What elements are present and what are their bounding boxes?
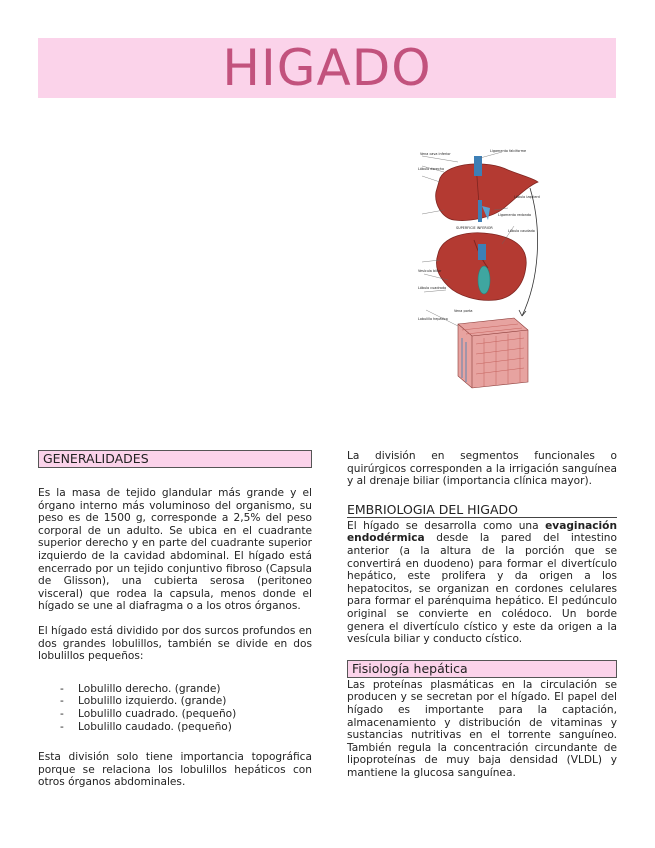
list-item-text: Lobulillo izquierdo. (grande) [78,695,227,708]
embriologia-text-start: El hígado se desarrolla como una [347,519,546,532]
fisiologia-paragraph: Las proteínas plasmáticas en la circulación se producen y se secretan por el hígado. El papel del hígado es importante para la captación, almacenamiento y distribución de vitaminas y sustancias nutritivas en el torrente sanguíneo. También regula la concentración circundante de lipoproteínas de muy baja densidad (VLDL) y mantiene la glucosa sanguínea. [347,678,617,779]
list-item-text: Lobulillo cuadrado. (pequeño) [78,707,237,720]
figure-label: Ligamento falciforme [490,149,527,153]
generalidades-heading: GENERALIDADES [38,450,312,468]
fisiologia-heading: Fisiología hepática [347,660,617,678]
list-item [60,721,312,734]
bullet-dash: - [60,720,64,733]
embriologia-paragraph [347,520,617,646]
bullet-dash: - [60,707,64,720]
figure-label: SUPERFICIE INFERIOR [456,226,493,230]
figure-label: Vena porta [454,309,473,313]
embriologia-heading: EMBRIOLOGIA DEL HIGADO [347,502,617,518]
figure-label: Lóbulo cuadrado [418,286,447,290]
figure-label: Lóbulo izquierdo [514,195,540,199]
list-item [60,695,312,708]
generalidades-paragraph-1: Es la masa de tejido glandular más grande y el órgano interno más voluminoso del organismo, su peso es de 1500 g, corresponde a 2,5% del peso corporal de un adulto. Se ubica en el cuadrante superior derecho y en parte del cuadrante superior izquierdo de la cavidad abdominal. El hígado está encerrado por un tejido conjuntivo fibroso (Capsula de Glisson), una cubierta serosa (peritoneo visceral) que rodea la capsula, menos donde el hígado se une al diafragma o a los otros órganos. [38,487,312,613]
figure-label: Lobulillo hepático [418,317,448,321]
left-column [38,450,312,789]
liver-anatomy-svg [418,148,540,390]
list-item [60,683,312,696]
lobulillos-list [38,683,312,733]
list-item-text: Lobulillo derecho. (grande) [78,682,221,695]
embriologia-text-end: desde la pared del intestino anterior (a la altura de la porción que se convertirá en duodeno) para formar el divertículo hepático, este prolifera y da origen a los hepatocitos, se organizan en cordones celulares para formar el parénquima hepático. El pedúnculo original se convierte en colédoco. Un borde genera el divertículo cístico y este da origen a la vesícula biliar y conducto cístico. [347,532,617,646]
segmentos-paragraph: La división en segmentos funcionales o quirúrgicos corresponden a la irrigación sanguínea y al drenaje biliar (importancia clínica mayor). [347,450,617,488]
bullet-dash: - [60,682,64,695]
figure-label: Vesícula biliar [418,269,442,273]
bullet-dash: - [60,695,64,708]
generalidades-paragraph-3: Esta división solo tiene importancia topográfica porque se relaciona los lobulillos hepáticos con otros órganos abdominales. [38,751,312,789]
right-column [347,450,617,779]
list-item [60,708,312,721]
list-item-text: Lobulillo caudado. (pequeño) [78,720,232,733]
liver-illustration [418,148,540,390]
figure-label: Lóbulo derecho [418,167,445,171]
title-banner [38,38,616,98]
figure-label: Vena cava inferior [420,152,451,156]
figure-label: Lóbulo caudado [508,229,535,233]
figure-label: Ligamento redondo [498,213,532,217]
page-title: HIGADO [222,39,432,97]
embriologia-bold-term: evaginación endodérmica [347,519,617,545]
generalidades-paragraph-2: El hígado está dividido por dos surcos profundos en dos grandes lobulillos, también se divide en dos lobulillos pequeños: [38,624,313,663]
